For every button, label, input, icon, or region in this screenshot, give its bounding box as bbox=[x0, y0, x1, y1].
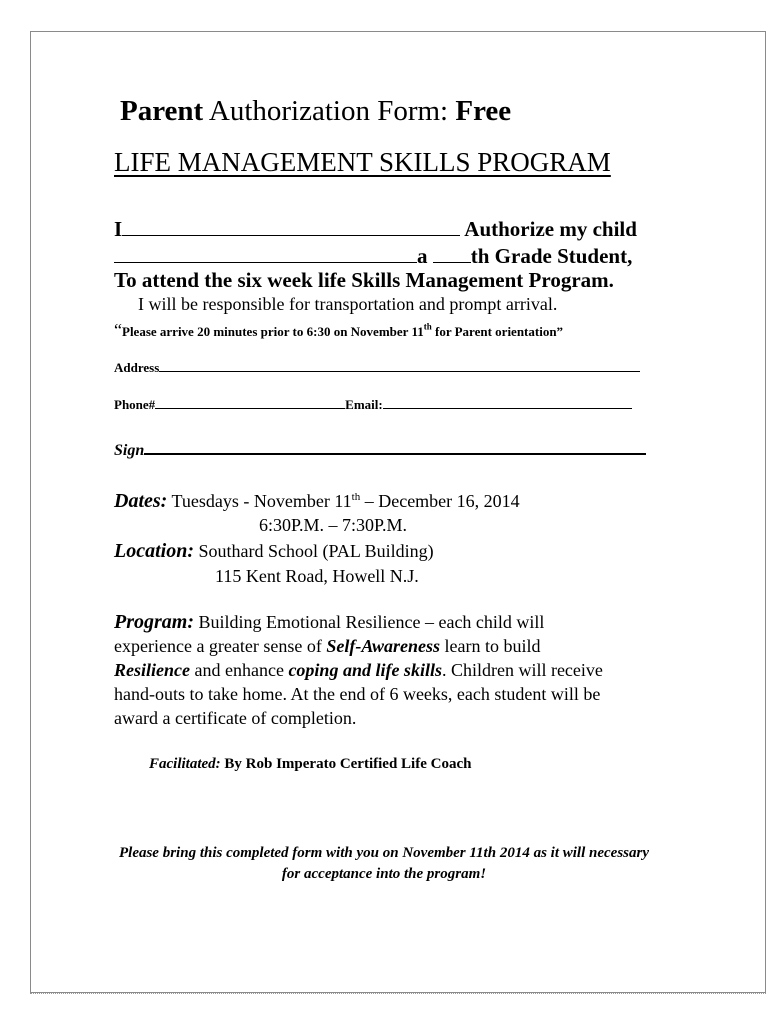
grade-line: a th Grade Student, bbox=[114, 241, 632, 269]
sign-row bbox=[114, 439, 646, 460]
program-paragraph: Program: Building Emotional Resilience – each child will experience a greater sense of Self-Awareness learn to build Resilience and enhance coping and life skills. Children will receive hand-outs to take home. At the end of 6 weeks, each student will be award a certificate of completion. bbox=[114, 611, 603, 728]
email-label: Email: bbox=[345, 397, 383, 412]
form-title: Parent Authorization Form: Free bbox=[120, 95, 512, 127]
location-label: Location: bbox=[114, 540, 194, 562]
page-bottom-edge bbox=[30, 993, 766, 994]
authorize-line: I Authorize my child bbox=[114, 214, 637, 242]
child-name-blank[interactable] bbox=[114, 241, 417, 263]
email-field[interactable] bbox=[383, 396, 632, 409]
phone-label: Phone# bbox=[114, 397, 156, 412]
program-label: Program: bbox=[114, 611, 194, 633]
dates-time: 6:30P.M. – 7:30P.M. bbox=[259, 515, 408, 535]
facilitated-line: Facilitated: By Rob Imperato Certified Life Coach bbox=[149, 756, 472, 772]
address-row bbox=[114, 359, 640, 376]
parent-name-blank[interactable] bbox=[122, 214, 460, 236]
address-field[interactable] bbox=[159, 359, 640, 372]
arrival-note: “Please arrive 20 minutes prior to 6:30 on November 11th for Parent orientation” bbox=[114, 320, 564, 340]
dates-row: Dates: Tuesdays - November 11th – December 16, 2014 bbox=[114, 490, 520, 512]
closing-note: Please bring this completed form with you on November 11th 2014 as it will necessary for acceptance into the program! bbox=[118, 845, 649, 882]
transport-line: I will be responsible for transportation and prompt arrival. bbox=[138, 294, 558, 314]
program-title: LIFE MANAGEMENT SKILLS PROGRAM bbox=[114, 147, 611, 177]
sign-label: Sign bbox=[114, 442, 145, 459]
contact-row bbox=[114, 396, 632, 413]
facilitated-label: Facilitated: bbox=[149, 756, 221, 772]
attend-line: To attend the six week life Skills Management Program. bbox=[114, 268, 614, 292]
grade-blank[interactable] bbox=[433, 241, 471, 263]
signature-field[interactable] bbox=[144, 439, 646, 455]
dates-label: Dates: bbox=[114, 490, 168, 512]
location-address: 115 Kent Road, Howell N.J. bbox=[215, 566, 419, 586]
location-row: Location: Southard School (PAL Building) bbox=[114, 540, 434, 562]
phone-field[interactable] bbox=[155, 396, 345, 409]
address-label: Address bbox=[114, 360, 160, 375]
